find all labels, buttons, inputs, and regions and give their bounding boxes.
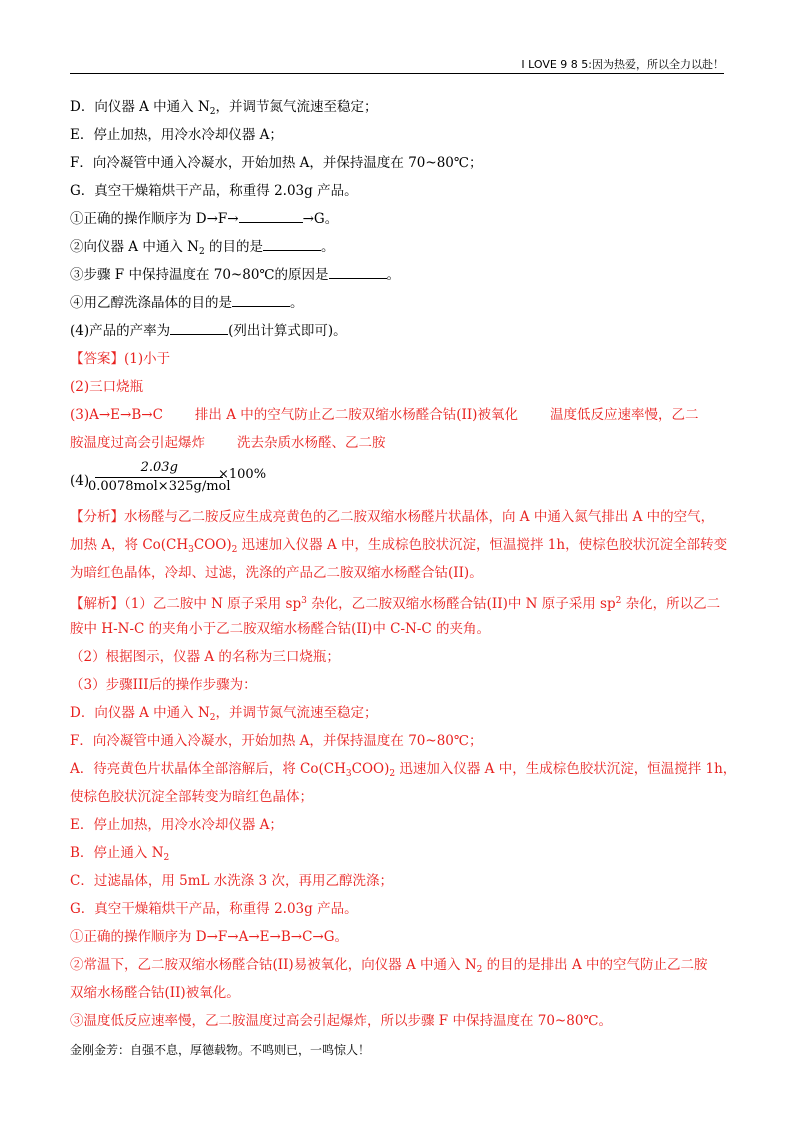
answer-3-cont: 胺温度过高会引起爆炸 洗去杂质水杨醛、乙二胺 <box>70 435 386 451</box>
answer-blank <box>329 264 387 279</box>
answer-3: (3)A→E→B→C 排出 A 中的空气防止乙二胺双缩水杨醛合钴(II)被氧化 温度低反应速率慢，乙二 <box>70 407 699 423</box>
answer-blank <box>170 320 228 335</box>
explanation-3: （3）步骤III后的操作步骤为： <box>70 677 257 693</box>
explanation-1b: 胺中 H-N-C 的夹角小于乙二胺双缩水杨醛合钴(II)中 C-N-C 的夹角。 <box>70 621 490 637</box>
answer-1: 【答案】(1)小于 <box>70 351 171 367</box>
answer-2: (2)三口烧瓶 <box>70 379 144 395</box>
answer-blank <box>239 208 303 223</box>
explanation-step-a-cont: 使棕色胶状沉淀全部转变为暗红色晶体； <box>70 789 313 805</box>
explanation-result-3: ③温度低反应速率慢，乙二胺温度过高会引起爆炸，所以步骤 F 中保持温度在 70~80℃。 <box>70 1013 613 1029</box>
answer-blank <box>232 292 290 307</box>
question-step-g: G．真空干燥箱烘干产品，称重得 2.03g 产品。 <box>70 183 358 199</box>
question-2: ②向仪器 A 中通入 $N_2$ 的目的是 。 <box>70 233 726 261</box>
explanation-step-a: A．待亮黄色片状晶体全部溶解后，将 $Co(CH_3COO)_2$ 迅速加入仪器 A 中，生成棕色胶状沉淀，恒温搅拌 1h， <box>70 761 737 779</box>
fraction: 2.03g 0.0078mol×325g/mol <box>88 460 231 494</box>
explanation-step-d: D．向仪器 A 中通入 $N_2$，并调节氮气流速至稳定； <box>70 705 378 723</box>
answer-blank <box>263 236 321 251</box>
explanation-2: （2）根据图示，仪器 A 的名称为三口烧瓶； <box>70 649 340 665</box>
question-1: ①正确的操作顺序为 D→F→ →G。 <box>70 205 726 233</box>
explanation-1a: 【解析】（1）乙二胺中 N 原子采用 $sp^3$ 杂化，乙二胺双缩水杨醛合钴(II)中 N 原子采用 $sp^2$ 杂化，所以乙二 <box>70 596 721 612</box>
page-footer: 金刚金芳：自强不息，厚德载物。不鸣则已，一鸣惊人！ <box>70 1043 371 1057</box>
analysis-line-3: 为暗红色晶体，冷却、过滤，洗涤的产品乙二胺双缩水杨醛合钴(II)。 <box>70 565 483 581</box>
question-5: (4)产品的产率为 (列出计算式即可)。 <box>70 317 726 345</box>
explanation-step-c: C．过滤晶体，用 5mL 水洗涤 3 次，再用乙醇洗涤； <box>70 873 393 889</box>
question-step-f: F．向冷凝管中通入冷凝水，开始加热 A，并保持温度在 70~80℃； <box>70 155 483 171</box>
question-step-e: E．停止加热，用冷水冷却仪器 A； <box>70 127 283 143</box>
analysis-line-1: 【分析】水杨醛与乙二胺反应生成亮黄色的乙二胺双缩水杨醛片状晶体，向 A 中通入氮气排出 A 中的空气， <box>70 509 715 525</box>
question-4: ④用乙醇洗涤晶体的目的是 。 <box>70 289 726 317</box>
page-header: I LOVE 9 8 5:因为热爱，所以全力以赴！ <box>521 58 724 71</box>
question-step-d: D．向仪器 A 中通入 $N_2$，并调节氮气流速至稳定； <box>70 99 378 117</box>
explanation-step-f: F．向冷凝管中通入冷凝水，开始加热 A，并保持温度在 70~80℃； <box>70 733 483 749</box>
explanation-result-2a: ②常温下，乙二胺双缩水杨醛合钴(II)易被氧化，向仪器 A 中通入 $N_2$ 的目的是排出 A 中的空气防止乙二胺 <box>70 957 708 975</box>
analysis-line-2: 加热 A，将 $Co(CH_3COO)_2$ 迅速加入仪器 A 中，生成棕色胶状沉淀，恒温搅拌 1h，使棕色胶状沉淀全部转变 <box>70 537 728 555</box>
explanation-step-g: G．真空干燥箱烘干产品，称重得 2.03g 产品。 <box>70 901 358 917</box>
yield-formula: (4) 2.03g 0.0078mol×325g/mol ×100% <box>70 460 267 494</box>
header-rule <box>70 73 724 74</box>
explanation-result-1: ①正确的操作顺序为 D→F→A→E→B→C→G。 <box>70 929 348 945</box>
explanation-step-e: E．停止加热，用冷水冷却仪器 A； <box>70 817 283 833</box>
question-3: ③步骤 F 中保持温度在 70~80℃的原因是 。 <box>70 261 726 289</box>
explanation-step-b: B．停止通入 $N_2$ <box>70 845 170 863</box>
explanation-result-2b: 双缩水杨醛合钴(II)被氧化。 <box>70 985 240 1001</box>
document-body <box>70 93 737 1035</box>
